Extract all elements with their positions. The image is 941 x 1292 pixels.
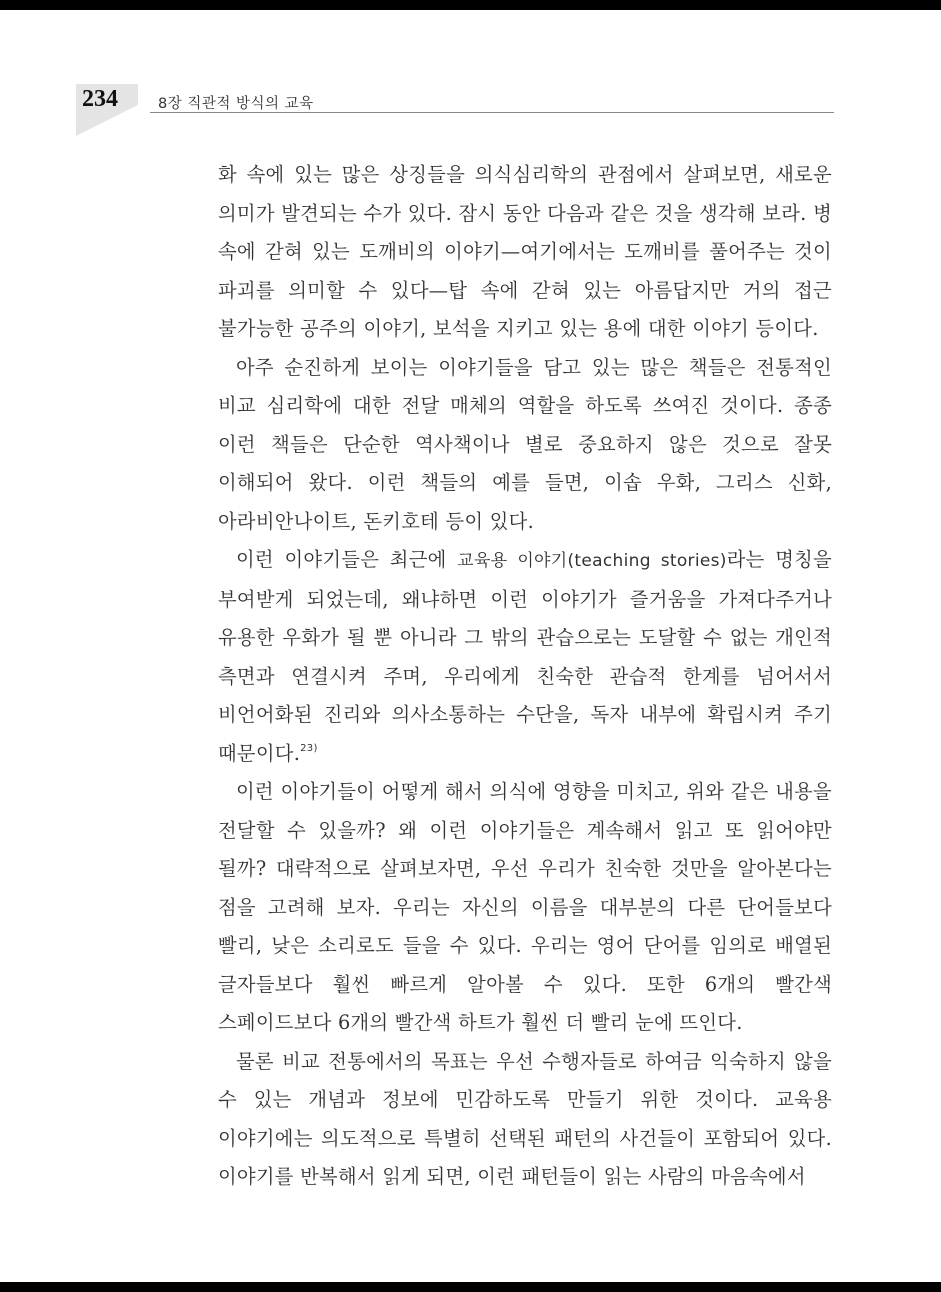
body-text <box>218 156 832 1197</box>
header-rule <box>150 112 834 113</box>
paragraph-3-rest: 라는 명칭을 부여받게 되었는데, 왜냐하면 이런 이야기가 즐거움을 가져다주거나 유용한 우화가 될 뿐 아니라 그 밖의 관습으로는 도달할 수 없는 개인적 측면과 연결시켜 주며, 우리에게 친숙한 관습적 한계를 넘어서서 비언어화된 진리와 의사소통하는 수단을, 독자 내부에 확립시켜 주기 때문이다. <box>218 548 832 765</box>
running-title: 8장 직관적 방식의 교육 <box>158 96 314 112</box>
paragraph-2: 아주 순진하게 보이는 이야기들을 담고 있는 많은 책들은 전통적인 비교 심리학에 대한 전달 매체의 역할을 하도록 쓰여진 것이다. 종종 이런 책들은 단순한 역사책이나 별로 중요하지 않은 것으로 잘못 이해되어 왔다. 이런 책들의 예를 들면, 이솝 우화, 그리스 신화, 아라비안나이트, 돈키호테 등이 있다. <box>218 355 832 533</box>
footnote-marker: 23) <box>300 742 318 754</box>
paragraph-3-lead: 이런 이야기들은 최근에 <box>236 548 458 571</box>
top-border <box>0 0 941 10</box>
paragraph-1: 화 속에 있는 많은 상징들을 의식심리학의 관점에서 살펴보면, 새로운 의미가 발견되는 수가 있다. 잠시 동안 다음과 같은 것을 생각해 보라. 병 속에 갇혀 있는 도깨비의 이야기—여기에서는 도깨비를 풀어주는 것이 파괴를 의미할 수 있다—탑 속에 갇혀 있는 아름답지만 거의 접근 불가능한 공주의 이야기, 보석을 지키고 있는 용에 대한 이야기 등이다. <box>218 163 832 340</box>
teaching-stories-term: 교육용 이야기(teaching stories) <box>457 551 727 571</box>
paragraph-5: 물론 비교 전통에서의 목표는 우선 수행자들로 하여금 익숙하지 않을 수 있는 개념과 정보에 민감하도록 만들기 위한 것이다. 교육용 이야기에는 의도적으로 특별히 선택된 패턴의 사건들이 포함되어 있다. 이야기를 반복해서 읽게 되면, 이런 패턴들이 읽는 사람의 마음속에서 <box>218 1049 832 1188</box>
paragraph-4: 이런 이야기들이 어떻게 해서 의식에 영향을 미치고, 위와 같은 내용을 전달할 수 있을까? 왜 이런 이야기들은 계속해서 읽고 또 읽어야만 될까? 대략적으로 살펴보자면, 우선 우리가 친숙한 것만을 알아본다는 점을 고려해 보자. 우리는 자신의 이름을 대부분의 다른 단어들보다 빨리, 낮은 소리로도 들을 수 있다. 우리는 영어 단어를 임의로 배열된 글자들보다 훨씬 빠르게 알아볼 수 있다. 또한 6개의 빨간색 스페이드보다 6개의 빨간색 하트가 훨씬 더 빨리 눈에 뜨인다. <box>218 780 832 1034</box>
paragraph-3 <box>218 541 832 773</box>
page-number: 234 <box>82 86 118 112</box>
bottom-border <box>0 1282 941 1292</box>
